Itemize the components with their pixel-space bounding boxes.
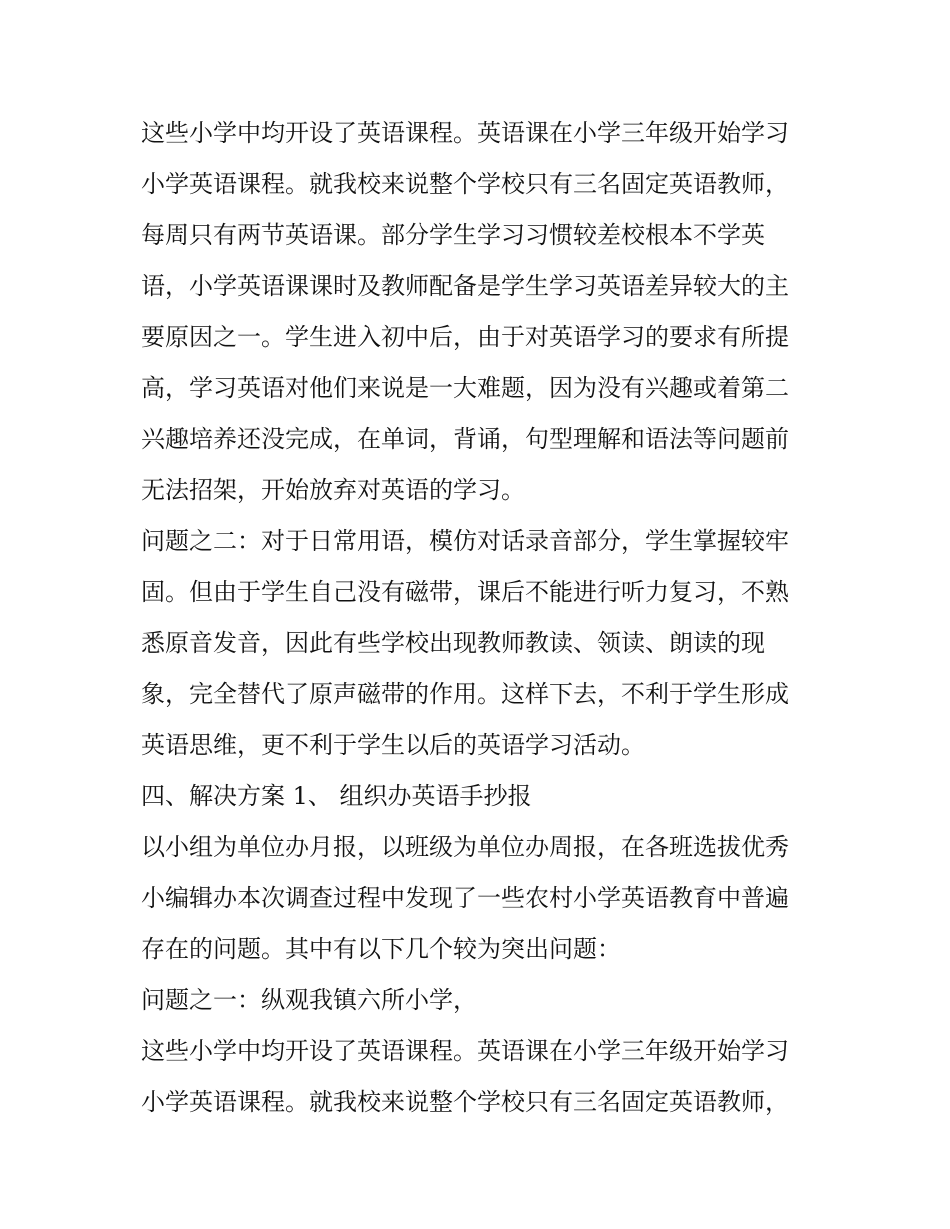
text-line: 小学英语课程。就我校来说整个学校只有三名固定英语教师， <box>141 170 789 198</box>
text-line: 无法招架，开始放弃对英语的学习。 <box>141 476 525 504</box>
text-line: 要原因之一。学生进入初中后，由于对英语学习的要求有所提 <box>141 323 789 351</box>
text-line: 小学英语课程。就我校来说整个学校只有三名固定英语教师， <box>141 1088 789 1116</box>
text-line: 英语思维，更不利于学生以后的英语学习活动。 <box>141 731 645 759</box>
document-body <box>141 108 821 1128</box>
text-line: 小编辑办本次调查过程中发现了一些农村小学英语教育中普遍 <box>141 884 789 912</box>
text-line: 问题之一：纵观我镇六所小学， <box>141 986 477 1014</box>
text-line: 每周只有两节英语课。部分学生学习习惯较差校根本不学英 <box>141 221 765 249</box>
text-line: 存在的问题。其中有以下几个较为突出问题： <box>141 935 621 963</box>
text-line: 语，小学英语课课时及教师配备是学生学习英语差异较大的主 <box>141 272 789 300</box>
text-line: 悉原音发音，因此有些学校出现教师教读、领读、朗读的现 <box>141 629 765 657</box>
text-line: 这些小学中均开设了英语课程。英语课在小学三年级开始学习 <box>141 119 789 147</box>
text-line: 兴趣培养还没完成，在单词，背诵，句型理解和语法等问题前 <box>141 425 789 453</box>
text-line: 象，完全替代了原声磁带的作用。这样下去，不利于学生形成 <box>141 680 789 708</box>
text-line: 这些小学中均开设了英语课程。英语课在小学三年级开始学习 <box>141 1037 789 1065</box>
section-heading: 四、解决方案 1、 组织办英语手抄报 <box>141 782 532 810</box>
text-line: 高，学习英语对他们来说是一大难题，因为没有兴趣或着第二 <box>141 374 789 402</box>
text-line: 固。但由于学生自己没有磁带，课后不能进行听力复习，不熟 <box>141 578 789 606</box>
text-line: 问题之二：对于日常用语，模仿对话录音部分，学生掌握较牢 <box>141 527 789 555</box>
text-line: 以小组为单位办月报，以班级为单位办周报，在各班选拔优秀 <box>141 833 789 861</box>
